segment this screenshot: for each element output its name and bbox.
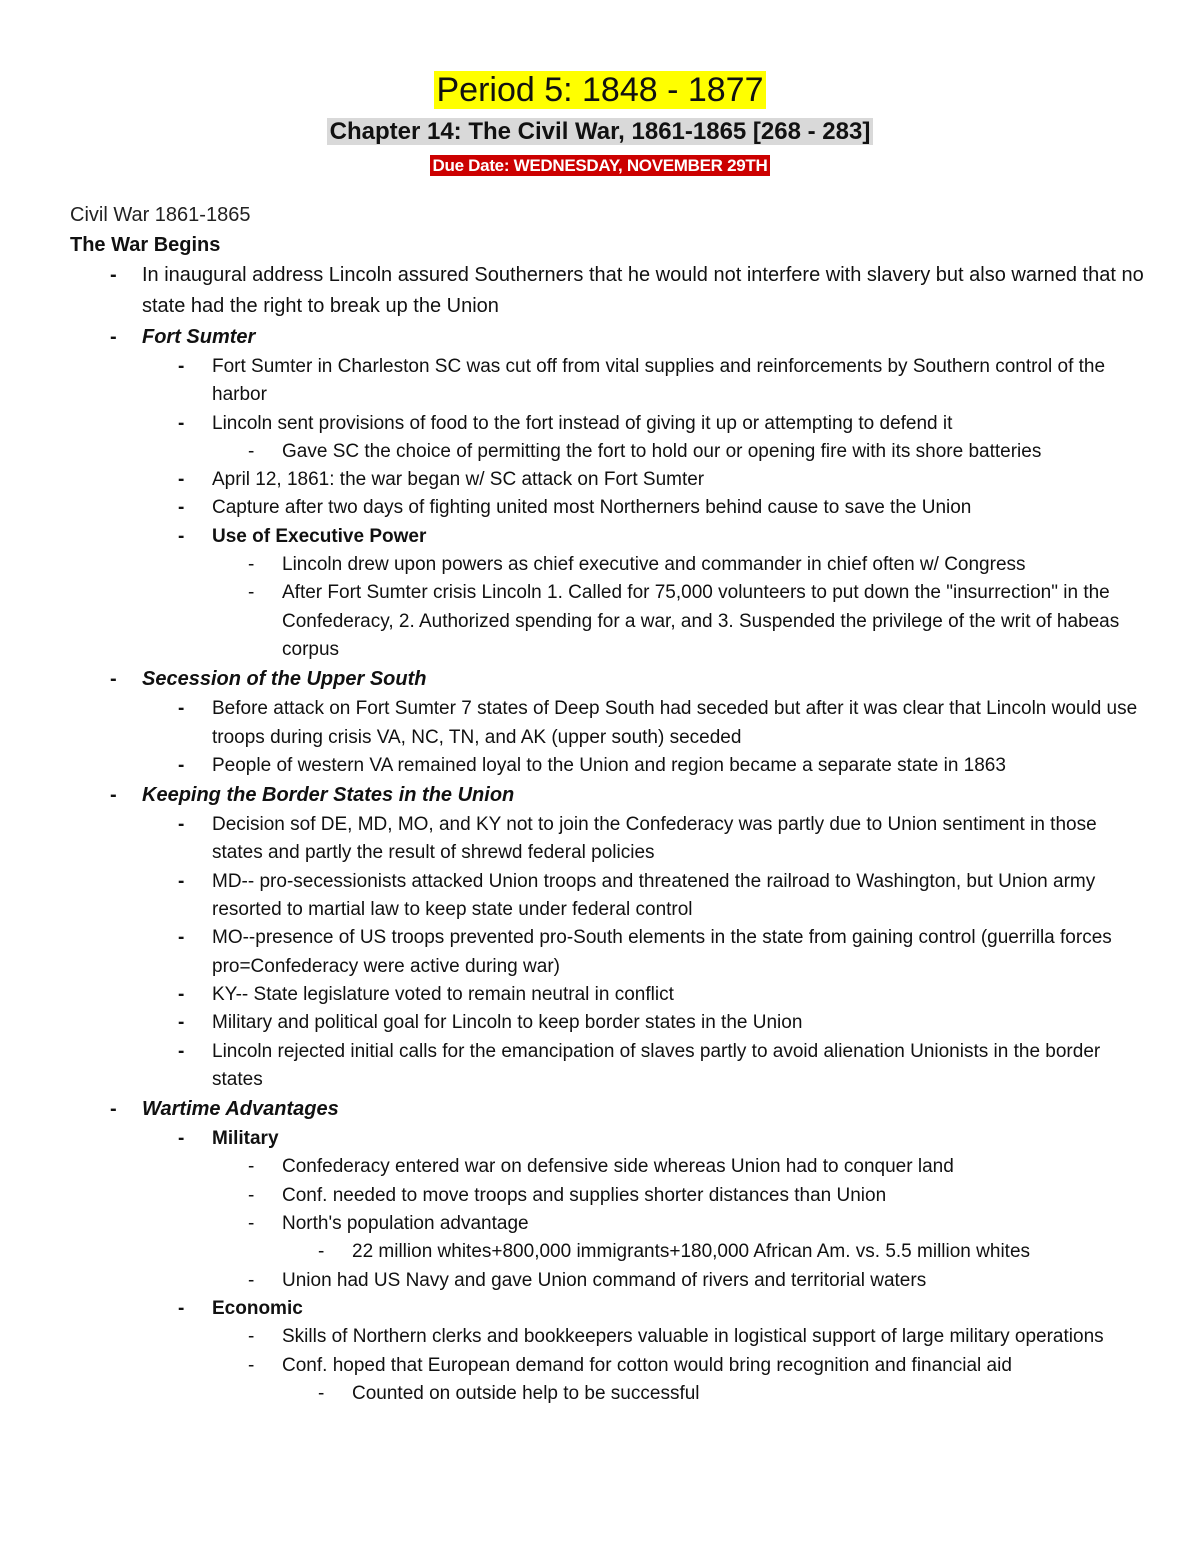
list-item: - Fort Sumter in Charleston SC was cut off from vital supplies and reinforcements by Southern control of the harbor bbox=[178, 356, 1106, 406]
subheading-secession: - Secession of the Upper South bbox=[110, 668, 427, 691]
list-item: - People of western VA remained loyal to the Union and region became a separate state in 1863 bbox=[178, 754, 1006, 776]
section-title: The War Begins bbox=[70, 234, 221, 256]
list-item: - Conf. hoped that European demand for cotton would bring recognition and financial aid bbox=[248, 1354, 1012, 1376]
list-item: - Lincoln sent provisions of food to the fort instead of giving it up or attempting to defend it bbox=[178, 412, 953, 434]
subheading-fort-sumter: - Fort Sumter bbox=[110, 326, 256, 348]
list-item: - KY-- State legislature voted to remain neutral in conflict bbox=[178, 983, 674, 1005]
chapter-heading: Chapter 14: The Civil War, 1861-1865 [268 - 283] bbox=[0, 116, 1200, 148]
list-item: - Conf. needed to move troops and supplies shorter distances than Union bbox=[248, 1184, 887, 1206]
list-item: - Confederacy entered war on defensive side whereas Union had to conquer land bbox=[248, 1156, 954, 1178]
list-item: - Military and political goal for Lincoln to keep border states in the Union bbox=[178, 1012, 803, 1034]
list-item: - Skills of Northern clerks and bookkeepers valuable in logistical support of large military operations bbox=[248, 1326, 1104, 1348]
list-item: - 22 million whites+800,000 immigrants+180,000 African Am. vs. 5.5 million whites bbox=[318, 1241, 1031, 1263]
list-item: - Decision sof DE, MD, MO, and KY not to join the Confederacy was partly due to Union sentiment in those states and partly the result of shrewd federal policies bbox=[178, 814, 1097, 864]
list-item: - Gave SC the choice of permitting the fort to hold our or opening fire with its shore batteries bbox=[248, 440, 1042, 462]
list-item: - April 12, 1861: the war began w/ SC attack on Fort Sumter bbox=[178, 469, 705, 491]
due-date-banner: Due Date: WEDNESDAY, NOVEMBER 29TH bbox=[0, 154, 1200, 178]
notes-title: Civil War 1861-1865 bbox=[70, 204, 251, 226]
period-heading: Period 5: 1848 - 1877 bbox=[436, 71, 764, 109]
list-item: - Lincoln rejected initial calls for the emancipation of slaves partly to avoid alienation Unionists in the border states bbox=[178, 1040, 1101, 1090]
list-item: - Capture after two days of fighting united most Northerners behind cause to save the Union bbox=[178, 497, 972, 519]
list-item: - MO--presence of US troops prevented pro-South elements in the state from gaining control (guerrilla forces pro=Confederacy were active during war) bbox=[178, 927, 1112, 977]
list-item: - North's population advantage bbox=[248, 1213, 529, 1235]
notes-list bbox=[70, 260, 1150, 1408]
subheading-economic: - Economic bbox=[178, 1297, 303, 1319]
list-item: - Lincoln drew upon powers as chief executive and commander in chief often w/ Congress bbox=[248, 554, 1026, 576]
subheading-border-states: - Keeping the Border States in the Union bbox=[110, 784, 515, 807]
list-item: - Union had US Navy and gave Union command of rivers and territorial waters bbox=[248, 1269, 927, 1291]
subheading-executive-power: - Use of Executive Power bbox=[178, 525, 427, 547]
list-item: - Before attack on Fort Sumter 7 states of Deep South had seceded but after it was clear that Lincoln would use troops during crisis VA, NC, TN, and AK (upper south) seceded bbox=[178, 698, 1138, 748]
list-item: - Counted on outside help to be successful bbox=[318, 1382, 700, 1404]
subheading-wartime-advantages: - Wartime Advantages bbox=[110, 1098, 339, 1121]
subheading-military: - Military bbox=[178, 1128, 279, 1150]
list-item: - MD-- pro-secessionists attacked Union troops and threatened the railroad to Washington, but Union army resorted to martial law to keep state under federal control bbox=[178, 870, 1096, 921]
notes-body bbox=[70, 200, 1150, 1408]
list-item: - After Fort Sumter crisis Lincoln 1. Called for 75,000 volunteers to put down the "insurrection" in the Confederacy, 2. Authorized spending for a war, and 3. Suspended the privilege of the writ of habeas corpus bbox=[248, 582, 1120, 660]
list-item: - In inaugural address Lincoln assured Southerners that he would not interfere with slavery but also warned that no state had the right to break up the Union bbox=[110, 264, 1144, 317]
